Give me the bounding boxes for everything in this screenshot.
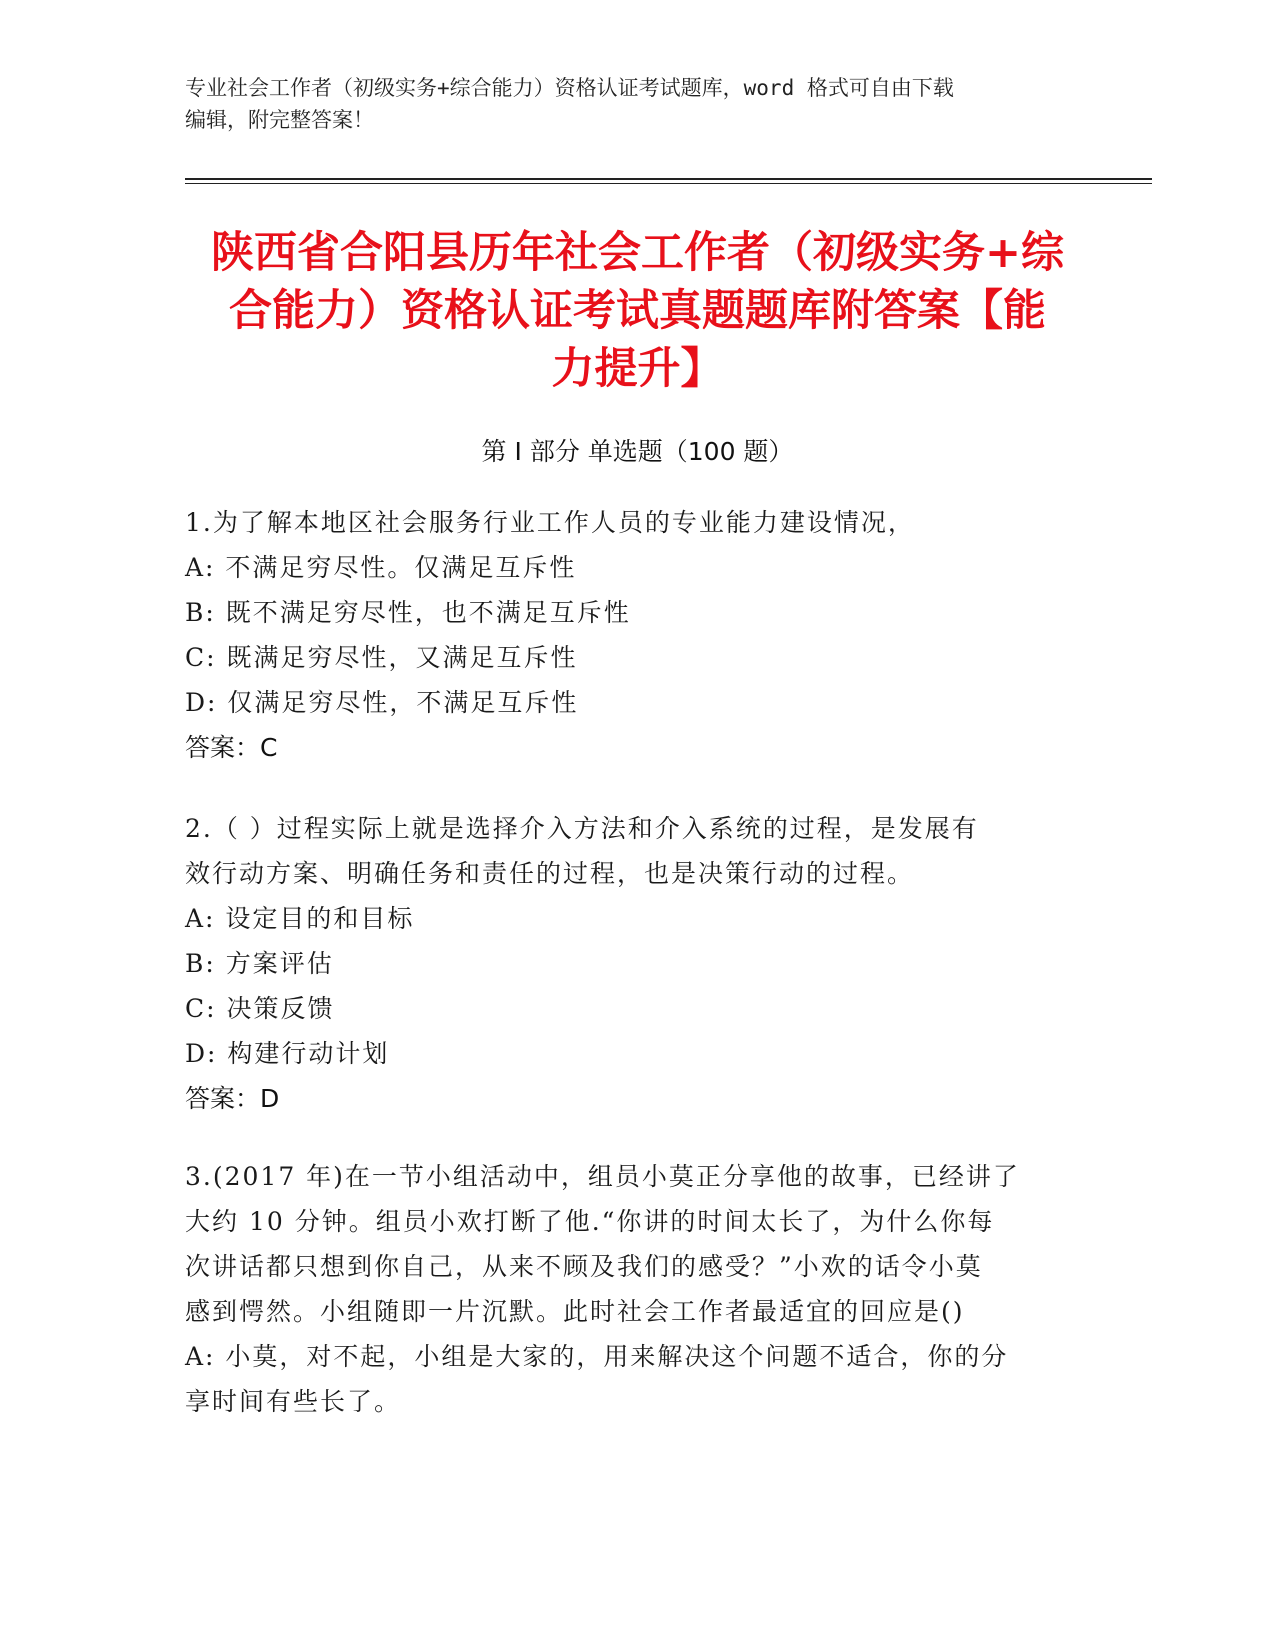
option-c: C: 既满足穷尽性，又满足互斥性 xyxy=(185,643,578,672)
question-text: 1.为了解本地区社会服务行业工作人员的专业能力建设情况， xyxy=(185,508,915,537)
document-title xyxy=(185,224,1090,398)
option-c: C: 决策反馈 xyxy=(185,994,335,1023)
answer: 答案：D xyxy=(185,1084,280,1113)
answer: 答案：C xyxy=(185,733,278,762)
question-3 xyxy=(185,1154,1065,1424)
question-text: 3.(2017 年)在一节小组活动中，组员小莫正分享他的故事，已经讲了 xyxy=(185,1162,1020,1191)
question-text: 次讲话都只想到你自己，从来不顾及我们的感受？”小欢的话令小莫 xyxy=(185,1252,983,1281)
header-line: 专业社会工作者（初级实务+综合能力）资格认证考试题库，word 格式可自由下载 xyxy=(185,76,954,100)
option-d: D: 构建行动计划 xyxy=(185,1039,390,1068)
title-line: 合能力）资格认证考试真题题库附答案【能 xyxy=(229,286,1046,336)
option-a-continued: 享时间有些长了。 xyxy=(185,1387,402,1416)
title-line: 陕西省合阳县历年社会工作者（初级实务+综 xyxy=(210,228,1065,278)
question-text: 效行动方案、明确任务和责任的过程，也是决策行动的过程。 xyxy=(185,859,915,888)
header-divider xyxy=(185,178,1152,180)
option-b: B: 既不满足穷尽性，也不满足互斥性 xyxy=(185,598,631,627)
option-a: A: 设定目的和目标 xyxy=(185,904,415,933)
header-divider xyxy=(185,183,1152,184)
question-1 xyxy=(185,500,1065,770)
option-b: B: 方案评估 xyxy=(185,949,334,978)
header-line: 编辑，附完整答案！ xyxy=(185,108,374,132)
title-line: 力提升】 xyxy=(551,344,724,394)
question-2 xyxy=(185,806,1065,1121)
option-a: A: 不满足穷尽性。仅满足互斥性 xyxy=(185,553,577,582)
question-text: 大约 10 分钟。组员小欢打断了他.“你讲的时间太长了，为什么你每 xyxy=(185,1207,995,1236)
option-d: D: 仅满足穷尽性，不满足互斥性 xyxy=(185,688,579,717)
section-heading: 第 I 部分 单选题（100 题） xyxy=(481,437,794,466)
question-text: 2.（ ）过程实际上就是选择介入方法和介入系统的过程，是发展有 xyxy=(185,814,979,843)
document-header xyxy=(185,72,1085,136)
question-text: 感到愕然。小组随即一片沉默。此时社会工作者最适宜的回应是() xyxy=(185,1297,965,1326)
option-a: A: 小莫，对不起，小组是大家的，用来解决这个问题不适合，你的分 xyxy=(185,1342,1009,1371)
